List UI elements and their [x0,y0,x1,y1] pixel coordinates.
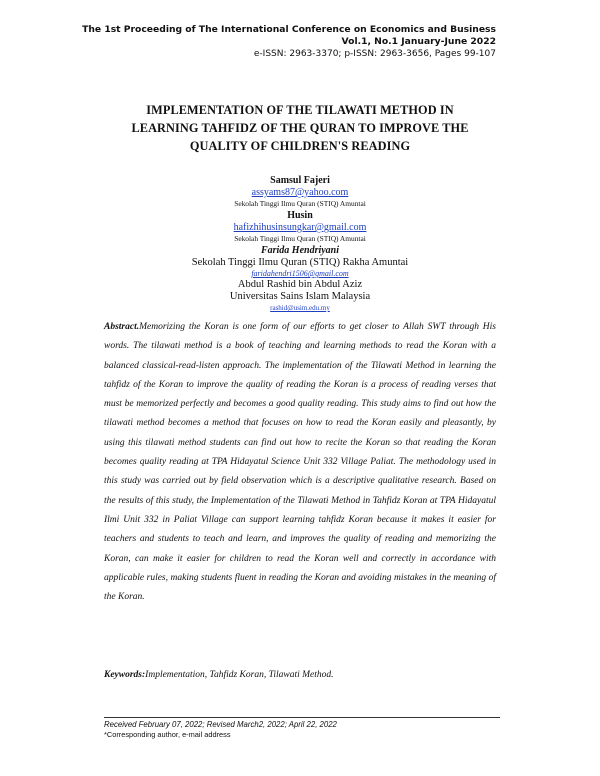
corresponding-author-note: *Corresponding author, e-mail address [104,730,231,739]
header-proceeding-title: The 1st Proceeding of The International Conference on Economics and Business [82,24,496,35]
author-name: Husin [287,210,313,221]
title-line: QUALITY OF CHILDREN'S READING [189,139,411,153]
keywords-text: Implementation, Tahfidz Koran, Tilawati Method. [145,670,334,680]
header-volume: Vol.1, No.1 January-June 2022 [341,36,496,47]
author-institution: Sekolah Tinggi Ilmu Quran (STIQ) Amuntai [234,234,366,243]
keywords-label: Keywords: [104,670,146,680]
footnote-divider [104,717,500,718]
author-name: Samsul Fajeri [270,175,330,186]
abstract-label: Abstract. [104,322,140,332]
author-institution: Sekolah Tinggi Ilmu Quran (STIQ) Amuntai [234,199,366,208]
author-email-link[interactable]: hafizhihusinsungkar@gmail.com [233,222,367,233]
author-name: Abdul Rashid bin Abdul Aziz [237,279,363,290]
title-line: IMPLEMENTATION OF THE TILAWATI METHOD IN [146,103,454,117]
keywords-line [104,668,496,682]
author-email-link[interactable]: rashid@usim.edu.my [270,304,330,312]
abstract-paragraph [104,318,496,607]
author-block [100,174,500,313]
author-institution: Universitas Sains Islam Malaysia [229,291,371,302]
author-email-link[interactable]: faridahendri1506@gmail.com [251,269,349,278]
abstract-text: Memorizing the Koran is one form of our efforts to get closer to Allah SWT through His words. The tilawati method is a book of teaching and learning methods to read the Koran with a balanced classical-read-listen approach. The implementation of the Tilawati Method in learning the tahfidz of the Koran to improve the quality of reading the Koran is a process of reading verses that must be memorized perfectly and becomes a good quality reading. This study aims to find out how the tilawati method becomes a method that focuses on how to read the Koran easily and pleasantly, by using this tilawati method students can find out how to recite the Koran so that reading the Koran becomes quality reading at TPA Hidayatul Science Unit 332 Village Paliat. The methodology used in this study was carried out by field observation which is a descriptive qualitative research. Based on the results of this study, the Implementation of the Tilawati Method in Tahfidz Koran at TPA Hidayatul Ilmi Unit 332 in Paliat Village can support learning tahfidz Koran because it makes it easier for teachers and students to teach and learn, and improves the quality of reading and memorizing the Koran, can make it easier for children to read the Koran well and correctly in accordance with applicable rules, making students fluent in reading the Koran and avoiding mistakes in the meaning of the Koran. [104,322,496,603]
author-institution: Sekolah Tinggi Ilmu Quran (STIQ) Rakha Amuntai [191,257,409,268]
author-email-link[interactable]: assyams87@yahoo.com [251,187,349,198]
running-header [82,24,496,60]
footnote-block [104,719,337,740]
author-name: Farida Hendriyani [260,245,340,256]
paper-title [100,101,500,155]
title-line: LEARNING TAHFIDZ OF THE QURAN TO IMPROVE THE [131,121,469,135]
received-dates: Received February 07, 2022; Revised March2, 2022; April 22, 2022 [104,720,337,729]
header-issn-pages: e-ISSN: 2963-3370; p-ISSN: 2963-3656, Pages 99-107 [253,49,496,59]
